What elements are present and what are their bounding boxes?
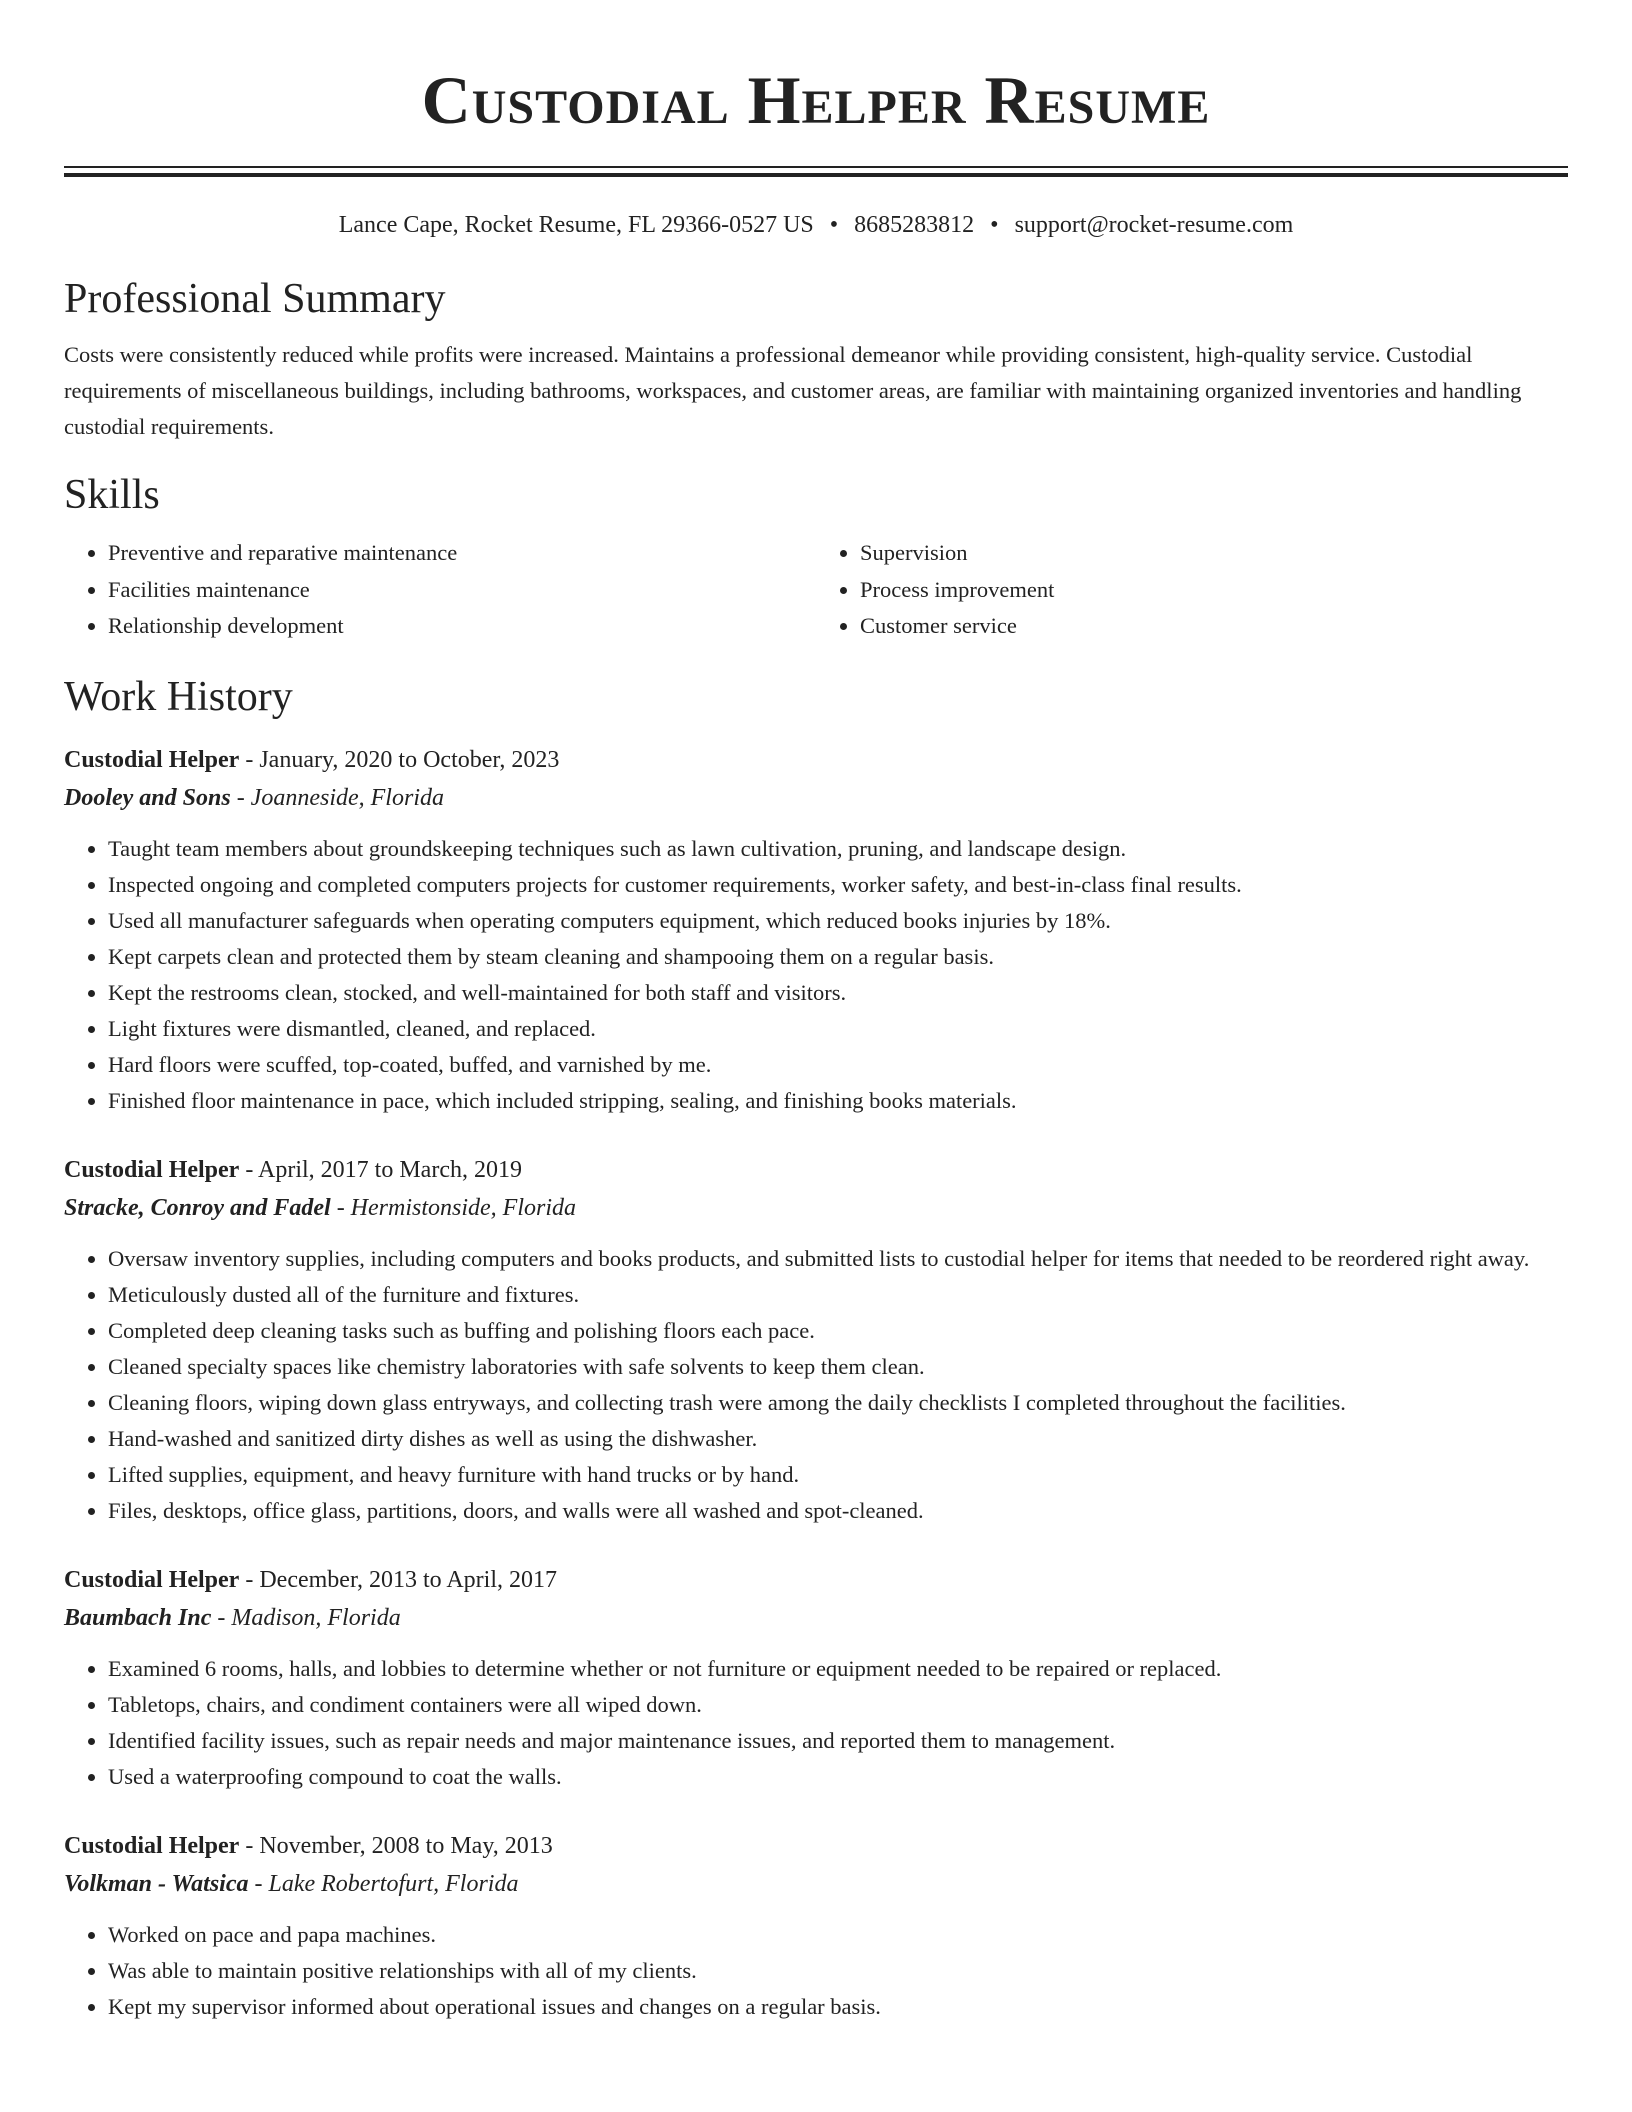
job-bullet: • Meticulously dusted all of the furniture and fixtures. (108, 1277, 1568, 1313)
job-header (64, 1151, 1568, 1189)
job-bullet: • Was able to maintain positive relationships with all of my clients. (108, 1953, 1568, 1989)
skill-item: • Relationship development (108, 608, 816, 645)
contact-separator: • (829, 212, 839, 238)
job-dates: - November, 2008 to May, 2013 (239, 1832, 553, 1859)
company-name: Stracke, Conroy and Fadel (64, 1194, 331, 1221)
job-bullet: • Tabletops, chairs, and condiment containers were all wiped down. (108, 1687, 1568, 1723)
job-entry (64, 1151, 1568, 1529)
job-bullet: • Inspected ongoing and completed computers projects for customer requirements, worker safety, and best-in-class final results. (108, 867, 1568, 903)
job-bullet: • Hand-washed and sanitized dirty dishes as well as using the dishwasher. (108, 1421, 1568, 1457)
job-bullet: • Cleaning floors, wiping down glass entryways, and collecting trash were among the daily checklists I completed throughout the facilities. (108, 1385, 1568, 1421)
job-entry (64, 1827, 1568, 2025)
job-bullet: • Examined 6 rooms, halls, and lobbies to determine whether or not furniture or equipment needed to be repaired or replaced. (108, 1651, 1568, 1687)
job-bullet: • Hard floors were scuffed, top-coated, buffed, and varnished by me. (108, 1047, 1568, 1083)
job-bullet: • Completed deep cleaning tasks such as buffing and polishing floors each pace. (108, 1313, 1568, 1349)
skills-column-right (816, 535, 1568, 645)
job-bullet: • Used a waterproofing compound to coat the walls. (108, 1759, 1568, 1795)
work-history-heading: Work History (64, 673, 293, 720)
job-bullet: • Finished floor maintenance in pace, which included stripping, sealing, and finishing books materials. (108, 1083, 1568, 1119)
job-entry (64, 741, 1568, 1119)
job-bullet: • Files, desktops, office glass, partitions, doors, and walls were all washed and spot-cleaned. (108, 1493, 1568, 1529)
job-bullets (64, 1651, 1568, 1795)
skills-heading: Skills (64, 472, 160, 518)
company-location: - Madison, Florida (211, 1604, 401, 1631)
job-title: Custodial Helper (64, 1566, 240, 1593)
job-bullet: • Kept the restrooms clean, stocked, and well-maintained for both staff and visitors. (108, 975, 1568, 1011)
contact-line (64, 207, 1568, 243)
title-divider (64, 166, 1568, 177)
job-bullet: • Light fixtures were dismantled, cleaned, and replaced. (108, 1011, 1568, 1047)
job-dates: - December, 2013 to April, 2017 (239, 1566, 557, 1593)
job-employer (64, 1189, 1568, 1227)
job-bullet: • Taught team members about groundskeeping techniques such as lawn cultivation, pruning, and landscape design. (108, 831, 1568, 867)
job-bullet: • Identified facility issues, such as repair needs and major maintenance issues, and reported them to management. (108, 1723, 1568, 1759)
skill-item: • Process improvement (860, 572, 1568, 609)
skills-column-left (64, 535, 816, 645)
resume-title: Custodial Helper Resume (421, 62, 1211, 138)
skill-item: • Customer service (860, 608, 1568, 645)
job-employer (64, 1599, 1568, 1637)
job-bullet: • Kept carpets clean and protected them by steam cleaning and shampooing them on a regular basis. (108, 939, 1568, 975)
job-bullets (64, 1917, 1568, 2025)
contact-email: support@rocket-resume.com (1014, 212, 1294, 238)
job-title: Custodial Helper (64, 746, 240, 773)
job-employer (64, 1865, 1568, 1903)
job-bullet: • Lifted supplies, equipment, and heavy furniture with hand trucks or by hand. (108, 1457, 1568, 1493)
company-location: - Joanneside, Florida (230, 784, 444, 811)
job-bullet: • Kept my supervisor informed about operational issues and changes on a regular basis. (108, 1989, 1568, 2025)
job-entry (64, 1561, 1568, 1795)
skill-item: • Preventive and reparative maintenance (108, 535, 816, 572)
job-title: Custodial Helper (64, 1156, 240, 1183)
job-bullet: • Used all manufacturer safeguards when operating computers equipment, which reduced books injuries by 18%. (108, 903, 1568, 939)
skill-item: • Supervision (860, 535, 1568, 572)
company-name: Baumbach Inc (64, 1604, 212, 1631)
job-dates: - January, 2020 to October, 2023 (239, 746, 560, 773)
contact-phone: 8685283812 (854, 212, 975, 238)
summary-heading: Professional Summary (64, 276, 446, 322)
contact-separator: • (990, 212, 999, 238)
job-employer (64, 779, 1568, 817)
job-bullets (64, 1241, 1568, 1529)
skill-item: • Facilities maintenance (108, 572, 816, 609)
company-name: Volkman - Watsica (64, 1870, 249, 1897)
job-bullet: • Worked on pace and papa machines. (108, 1917, 1568, 1953)
summary-text: Costs were consistently reduced while profits were increased. Maintains a professional demeanor while providing consistent, high-quality service. Custodial requirements of miscellaneous buildings, including bathrooms, workspaces, and customer areas, are familiar with maintaining organized inventories and handling custodial requirements. (64, 342, 1522, 439)
job-header (64, 1827, 1568, 1865)
company-location: - Lake Robertofurt, Florida (248, 1870, 519, 1897)
job-bullet: • Cleaned specialty spaces like chemistry laboratories with safe solvents to keep them clean. (108, 1349, 1568, 1385)
company-name: Dooley and Sons (64, 784, 231, 811)
contact-address: Lance Cape, Rocket Resume, FL 29366-0527 US (338, 212, 814, 238)
job-dates: - April, 2017 to March, 2019 (239, 1156, 522, 1183)
job-bullet: • Oversaw inventory supplies, including computers and books products, and submitted lists to custodial helper for items that needed to be reordered right away. (108, 1241, 1568, 1277)
job-bullets (64, 831, 1568, 1119)
company-location: - Hermistonside, Florida (330, 1194, 577, 1221)
skills-list (64, 535, 1568, 645)
job-title: Custodial Helper (64, 1832, 240, 1859)
job-header (64, 741, 1568, 779)
job-header (64, 1561, 1568, 1599)
